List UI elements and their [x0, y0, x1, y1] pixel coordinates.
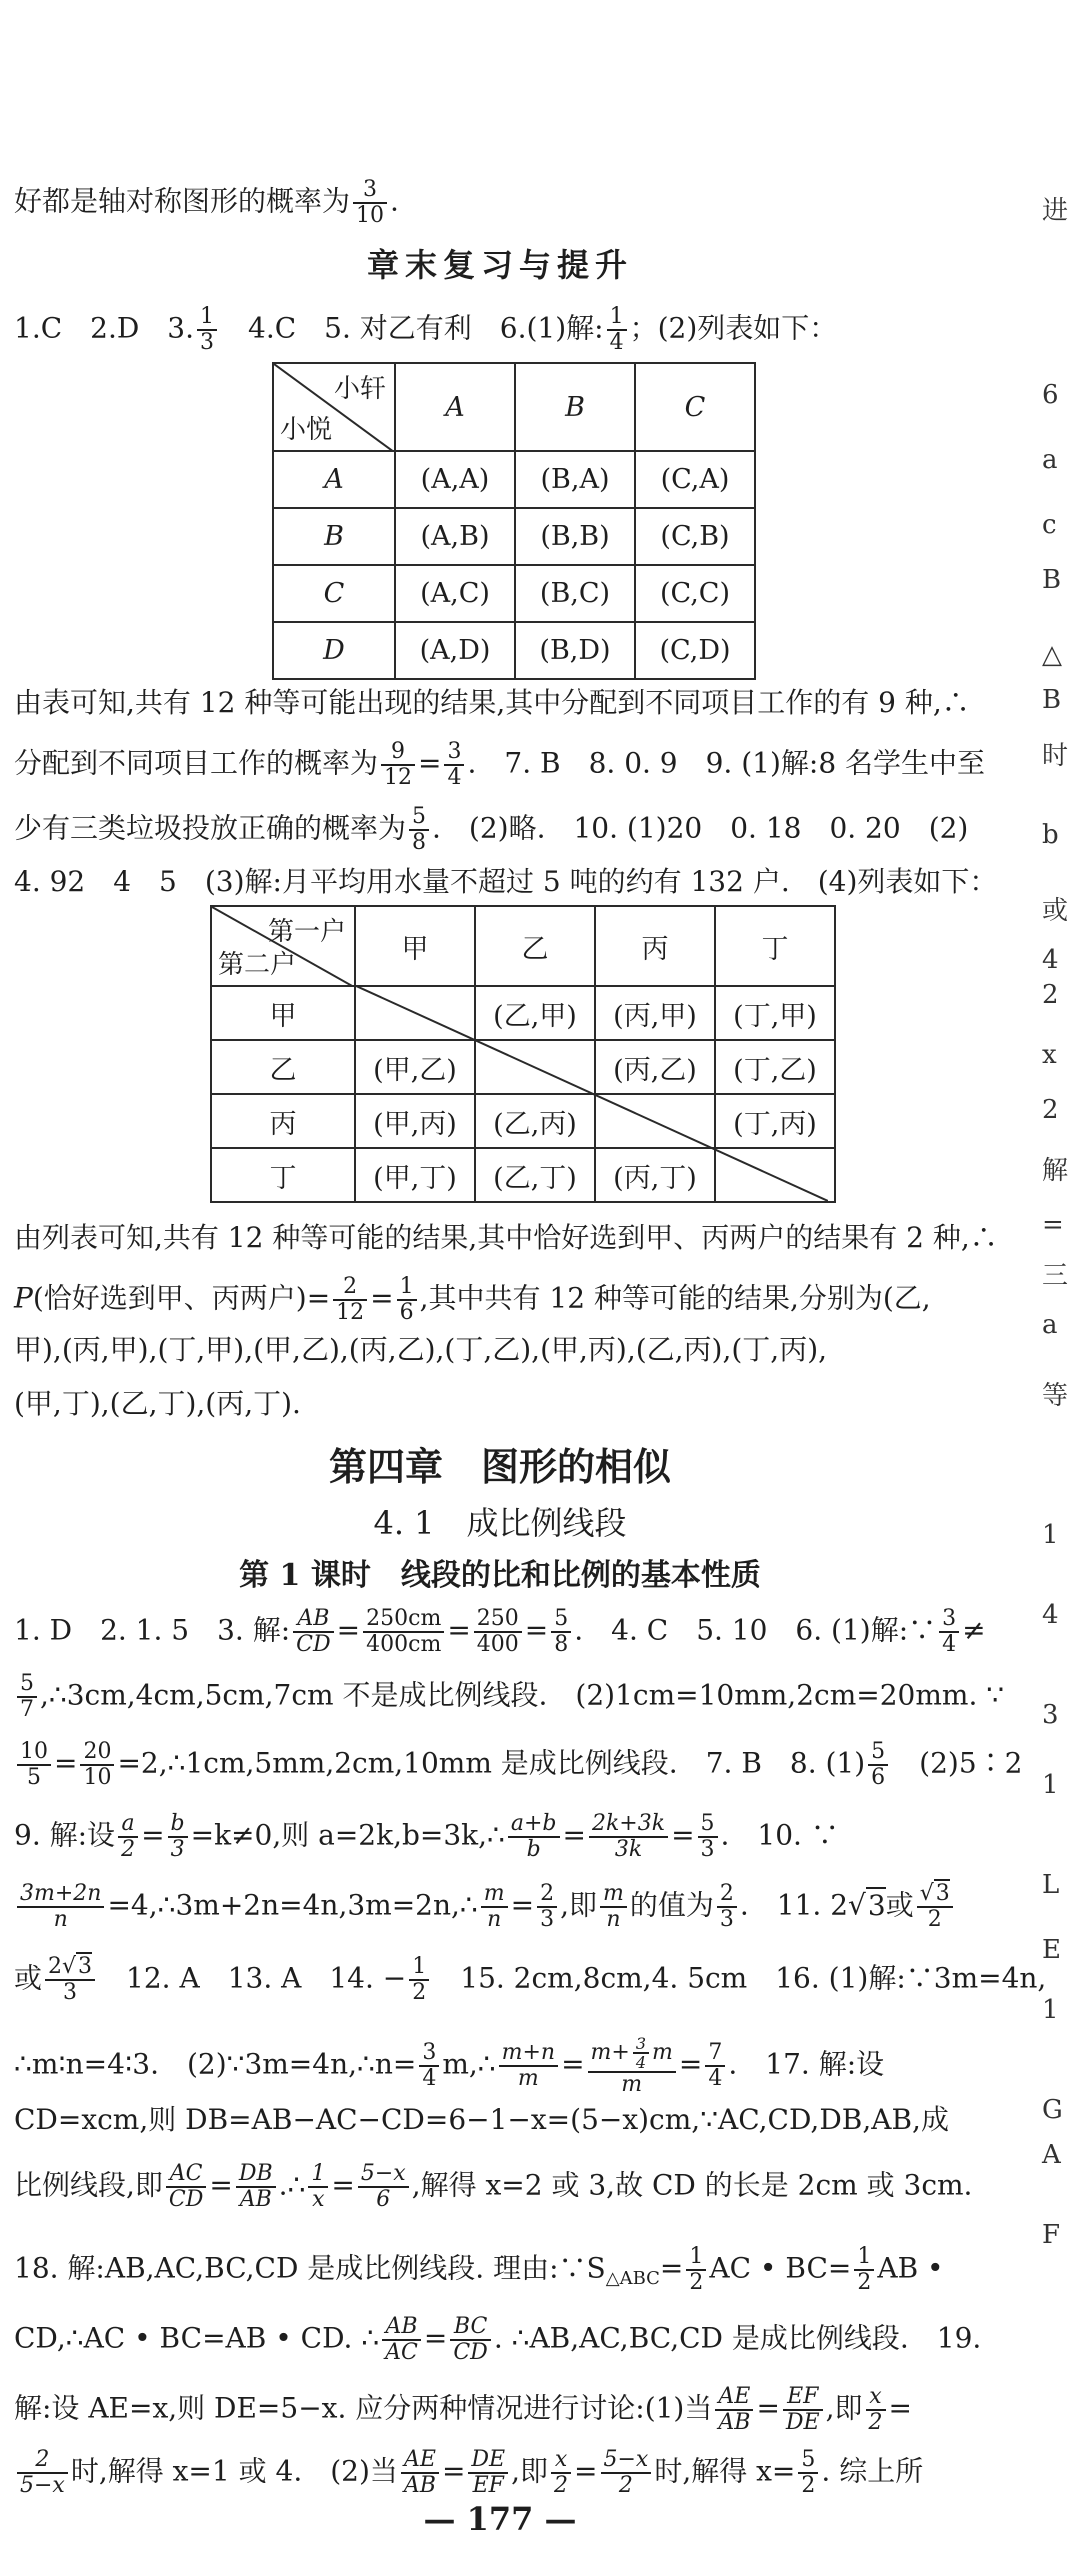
- text-line: 解:设 AE=x,则 DE=5−x. 应分两种情况进行讨论:(1)当 $\frac{AE}{AB}$ = $\frac{EF}{DE}$ ,即 $\frac{x}{2}$ =: [14, 2384, 912, 2435]
- section-heading: 章末复习与提升: [366, 246, 633, 284]
- edge-fragment: 解: [1042, 1156, 1068, 1186]
- edge-fragment: b: [1042, 820, 1059, 850]
- text-line: 甲),(丙,甲),(丁,甲),(甲,乙),(丙,乙),(丁,乙),(甲,丙),(乙,丙),(丁,丙),: [14, 1333, 828, 1366]
- column-header: C: [635, 363, 755, 451]
- edge-fragment: 2: [1042, 980, 1059, 1010]
- edge-fragment: L: [1042, 1870, 1060, 1900]
- edge-fragment: E: [1042, 1935, 1061, 1965]
- text-line: $\frac{5}{7}$ ,∴3cm,4cm,5cm,7cm 不是成比例线段. (2)1cm=10mm,2cm=20mm. ∵: [14, 1672, 1004, 1722]
- table-corner: 第一户 第二户: [211, 906, 355, 986]
- table-row: 甲 (乙,甲) (丙,甲) (丁,甲): [211, 986, 835, 1040]
- text-line: $\frac{10}{5}$ = $\frac{20}{10}$ =2,∴1cm,5mm,2cm,10mm 是成比例线段. 7. B 8. (1) $\frac{5}{6}$ (2)5∶2: [14, 1740, 1022, 1790]
- table-row: 丙 (甲,丙) (乙,丙) (丁,丙): [211, 1094, 835, 1148]
- column-header: 乙: [475, 906, 595, 986]
- edge-fragment: 6: [1042, 380, 1059, 410]
- column-header: A: [395, 363, 515, 451]
- edge-fragment: 4: [1042, 945, 1059, 975]
- text-line: P(恰好选到甲、丙两户)= $\frac{2}{12}$ = $\frac{1}{6}$ ,其中共有 12 种等可能的结果,分别为(乙,: [14, 1274, 931, 1325]
- text-line: 或 $\frac{2√3}{3}$ 12. A 13. A 14. − $\frac{1}{2}$ 15. 2cm,8cm,4. 5cm 16. (1)解:∵3m=4n,: [14, 1954, 1047, 2005]
- edge-fragment: A: [1042, 2140, 1061, 2170]
- text-line: 分配到不同项目工作的概率为 $\frac{9}{12}$ = $\frac{3}{4}$ . 7. B 8. 0. 9 9. (1)解:8 名学生中至: [14, 739, 986, 790]
- edge-fragment: G: [1042, 2095, 1063, 2125]
- text-line: $\frac{3m+2n}{n}$ =4,∴3m+2n=4n,3m=2n,∴ $\frac{m}{n}$ = $\frac{2}{3}$ ,即 $\frac{m}{n}$ 的值为 $\frac{2}{3}$ . 11. 2√3或 $\frac{√3}{2}$: [14, 1882, 956, 1932]
- edge-fragment: a: [1042, 445, 1058, 475]
- edge-fragment: B: [1042, 565, 1062, 595]
- edge-fragment: 时: [1042, 741, 1068, 771]
- table-row: C (A,C) (B,C) (C,C): [273, 565, 755, 622]
- text-line: 比例线段,即 $\frac{AC}{CD}$ = $\frac{DB}{AB}$ .∴ $\frac{1}{x}$ = $\frac{5-x}{6}$ ,解得 x=2 或 3,故 CD 的长是 2cm 或 3cm.: [14, 2161, 973, 2212]
- column-header: B: [515, 363, 635, 451]
- edge-fragment: △: [1042, 640, 1062, 670]
- edge-fragment: c: [1042, 510, 1057, 540]
- sub-heading: 第 1 课时 线段的比和比例的基本性质: [239, 1558, 761, 1593]
- text-line: 由表可知,共有 12 种等可能出现的结果,其中分配到不同项目工作的有 9 种,∴: [14, 686, 970, 719]
- text-line: 4. 92 4 5 (3)解:月平均用水量不超过 5 吨的约有 132 户. (4)列表如下：: [14, 865, 998, 898]
- table-diagonal: [354, 985, 828, 1201]
- edge-fragment: 三: [1042, 1261, 1068, 1291]
- text-line: 18. 解:AB,AC,BC,CD 是成比例线段. 理由$:\because S_{\triangle ABC}=$ $\frac{1}{2}$ AC • BC= $\frac{1}{2}$ AB •: [14, 2244, 944, 2295]
- edge-fragment: 或: [1042, 896, 1068, 926]
- page-number: — 177 —: [423, 2500, 577, 2538]
- edge-fragment: x: [1042, 1040, 1057, 1070]
- text-line: 少有三类垃圾投放正确的概率为 $\frac{5}{8}$ . (2)略. 10. (1)20 0. 18 0. 20 (2): [14, 804, 969, 855]
- table-row: A (A,A) (B,A) (C,A): [273, 451, 755, 508]
- table-row: 乙 (甲,乙) (丙,乙) (丁,乙): [211, 1040, 835, 1094]
- text-line: $\frac{2}{5-x}$ 时,解得 x=1 或 4. (2)当 $\frac{AE}{AB}$ = $\frac{DE}{EF}$ ,即 $\frac{x}{2}$ = $\frac{5-x}{2}$ 时,解得 x= $\frac{5}{2}$ . 综上所: [14, 2448, 923, 2498]
- text-line: ∴m∶n=4∶3. (2)∵3m=4n,∴n= $\frac{3}{4}$ m,∴ $\frac{m+n}{m}$ = m+ $\frac{3}{4}$ m m = $\frac{7}{4}$ . 17. 解:设: [14, 2034, 885, 2097]
- edge-fragment: B: [1042, 685, 1062, 715]
- table-row: D (A,D) (B,D) (C,D): [273, 622, 755, 679]
- table-row: 丁 (甲,丁) (乙,丁) (丙,丁): [211, 1148, 835, 1202]
- edge-fragment: 4: [1042, 1600, 1059, 1630]
- edge-fragment: 1: [1042, 1995, 1059, 2025]
- edge-fragment: 3: [1042, 1700, 1059, 1730]
- table-corner: 小轩 小悦: [273, 363, 395, 451]
- text-line: (甲,丁),(乙,丁),(丙,丁).: [14, 1387, 301, 1420]
- text-line: 1.C 2.D 3. $\frac{1}{3}$ 4.C 5. 对乙有利 6.(1)解: $\frac{1}{4}$ ；(2)列表如下：: [14, 304, 838, 355]
- text-line: 由列表可知,共有 12 种等可能的结果,其中恰好选到甲、丙两户的结果有 2 种,∴: [14, 1221, 998, 1254]
- fraction: $\frac{3}{10}$: [353, 178, 387, 228]
- text: 好都是轴对称图形的概率为: [14, 184, 351, 218]
- text-line: 好都是轴对称图形的概率为 $\frac{3}{10}$ .: [14, 177, 399, 228]
- edge-fragment: F: [1042, 2220, 1061, 2250]
- text-line: 9. 解:设 $\frac{a}{2}$ = $\frac{b}{3}$ =k≠0,则 a=2k,b=3k,∴ $\frac{a+b}{b}$ = $\frac{2k+3k}{3k}$ = $\frac{5}{3}$ . 10. ∵: [14, 1811, 839, 1862]
- column-header: 丙: [595, 906, 715, 986]
- table-row: B (A,B) (B,B) (C,B): [273, 508, 755, 565]
- chapter-heading: 第四章 图形的相似: [328, 1445, 671, 1489]
- edge-fragment: 1: [1042, 1770, 1059, 1800]
- edge-fragment: 进: [1042, 196, 1068, 226]
- edge-fragment: 2: [1042, 1095, 1059, 1125]
- edge-fragment: 等: [1042, 1381, 1068, 1411]
- text-line: CD,∴AC • BC=AB • CD. ∴ $\frac{AB}{AC}$ = $\frac{BC}{CD}$ . ∴AB,AC,BC,CD 是成比例线段. 19.: [14, 2314, 982, 2365]
- edge-fragment: a: [1042, 1310, 1058, 1340]
- probability-table-1: [272, 362, 756, 680]
- edge-fragment: =: [1042, 1210, 1064, 1240]
- column-header: 丁: [715, 906, 835, 986]
- lesson-heading: 4. 1 成比例线段: [373, 1504, 627, 1542]
- text-line: CD=xcm,则 DB=AB−AC−CD=6−1−x=(5−x)cm,∵AC,CD,DB,AB,成: [14, 2103, 949, 2136]
- column-header: 甲: [355, 906, 475, 986]
- edge-fragment: 1: [1042, 1520, 1059, 1550]
- text-line: 1. D 2. 1. 5 3. 解: $\frac{AB}{CD}$ = $\frac{250cm}{400cm}$ = $\frac{250}{400}$ = $\frac{5}{8}$ . 4. C 5. 10 6. (1)解:∵ $\frac{3}{4}$ ≠: [14, 1606, 986, 1657]
